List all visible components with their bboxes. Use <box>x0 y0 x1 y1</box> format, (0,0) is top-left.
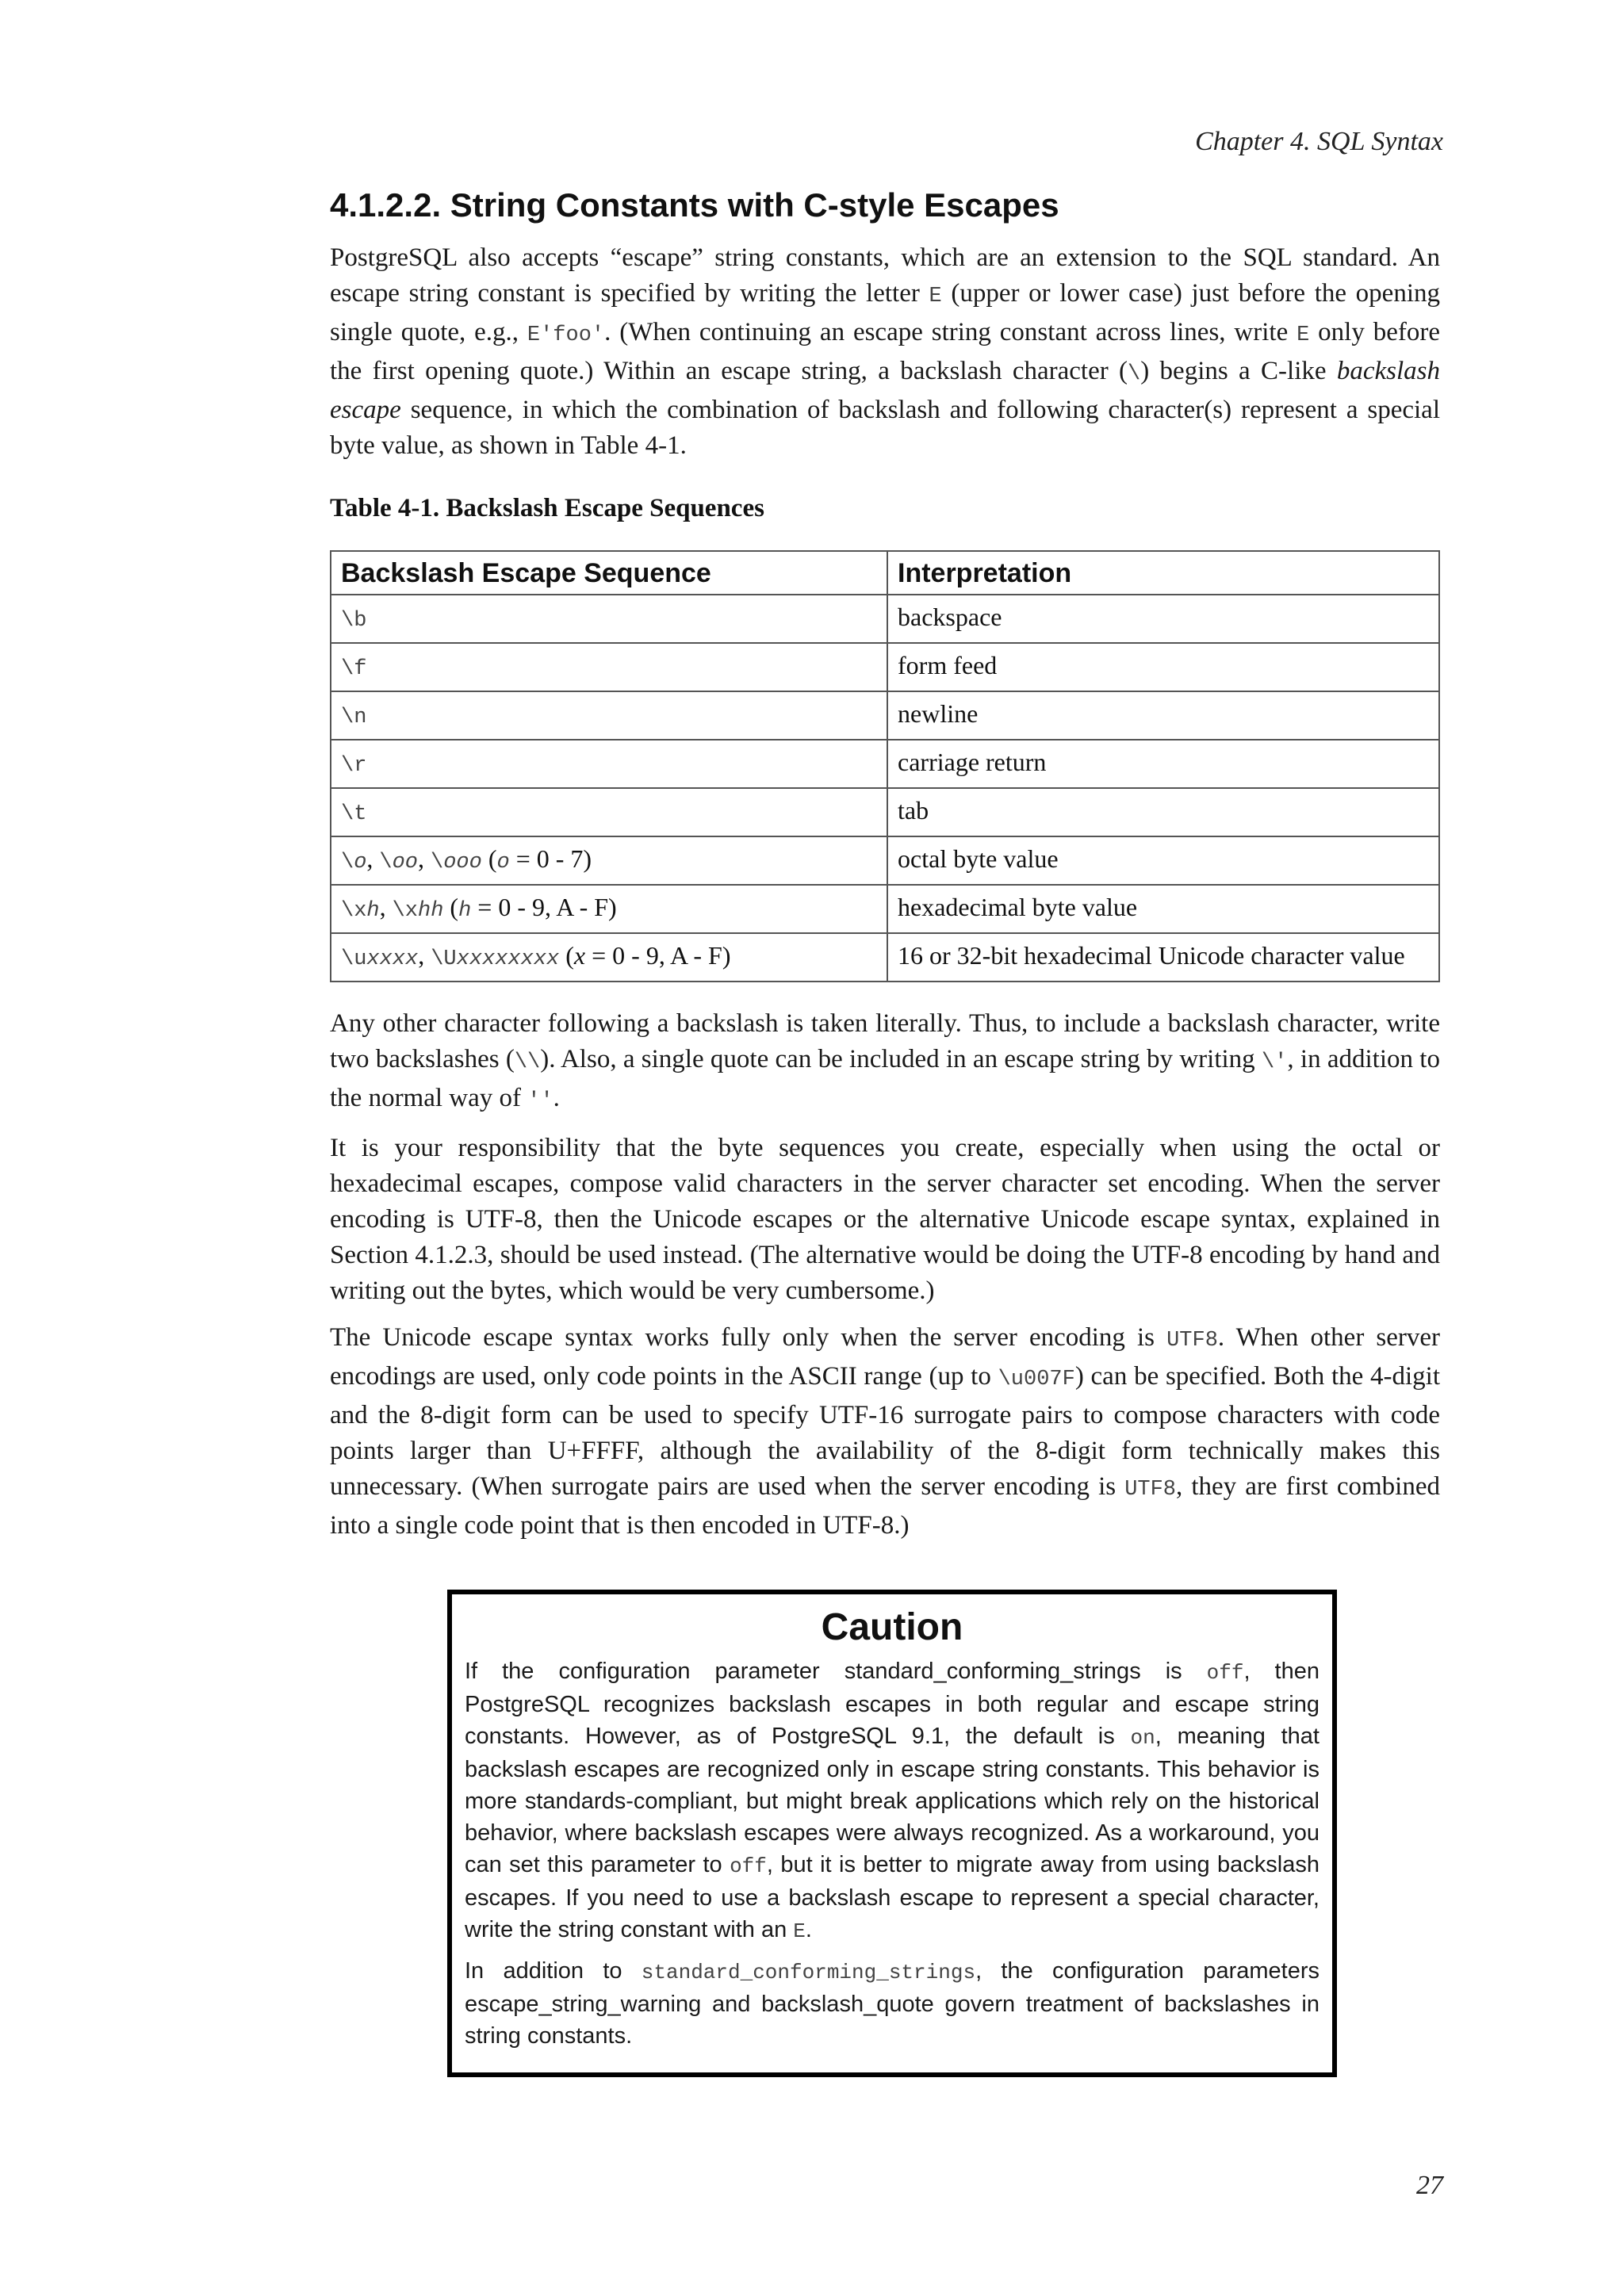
interpretation-cell: octal byte value <box>887 836 1439 885</box>
running-header: Chapter 4. SQL Syntax <box>1195 127 1443 156</box>
table-row <box>331 740 1439 788</box>
sequence-cell: \r <box>331 740 887 788</box>
column-header: Backslash Escape Sequence <box>331 551 887 595</box>
table-row <box>331 643 1439 691</box>
sequence-cell: \t <box>331 788 887 836</box>
body-paragraph: The Unicode escape syntax works fully only when the server encoding is UTF8. When other server encodings are used, only code points in the ASCII range (up to \u007F) can be specified. Both the 4-digit and the 8-digit form can be used to specify UTF-16 surrogate pairs to compose characters with code points larger than U+FFFF, although the availability of the 8-digit form technically makes this unnecessary. (When surrogate pairs are used when the server encoding is UTF8, they are first combined into a single code point that is then encoded in UTF-8.) <box>330 1323 1441 1540</box>
intro-paragraph: PostgreSQL also accepts “escape” string constants, which are an extension to the SQL standard. An escape string constant is specified by writing the letter E (upper or lower case) just before the opening single quote, e.g., E'foo'. (When continuing an escape string constant across lines, write E only before the first opening quote.) Within an escape string, a backslash character (\) begins a C-like backslash escape sequence, in which the combination of backslash and following character(s) represent a special byte value, as shown in Table 4-1. <box>330 243 1440 460</box>
interpretation-cell: hexadecimal byte value <box>887 885 1439 933</box>
interpretation-cell: backspace <box>887 595 1439 643</box>
sequence-cell: \uxxxx, \Uxxxxxxxx (x = 0 - 9, A - F) <box>331 933 887 982</box>
table-header-row <box>331 551 1439 595</box>
table-row <box>331 885 1439 933</box>
sequence-cell: \xh, \xhh (h = 0 - 9, A - F) <box>331 885 887 933</box>
table-row <box>331 933 1439 982</box>
interpretation-cell: tab <box>887 788 1439 836</box>
table-row <box>331 788 1439 836</box>
table-caption: Table 4-1. Backslash Escape Sequences <box>330 494 764 522</box>
caution-paragraph: If the configuration parameter standard_conforming_strings is off, then PostgreSQL recognizes backslash escapes in both regular and escape string constants. However, as of PostgreSQL 9.1, the default is on, meaning that backslash escapes are recognized only in escape string constants. This behavior is more standards-compliant, but might break applications which rely on the historical behavior, where backslash escapes were always recognized. As a workaround, you can set this parameter to off, but it is better to migrate away from using backslash escapes. If you need to use a backslash escape to represent a special character, write the string constant with an E. <box>465 1659 1320 1943</box>
interpretation-cell: carriage return <box>887 740 1439 788</box>
caution-title: Caution <box>821 1606 963 1648</box>
page-number: 27 <box>1416 2171 1443 2200</box>
sequence-cell: \n <box>331 691 887 740</box>
sequence-cell: \b <box>331 595 887 643</box>
interpretation-cell: 16 or 32-bit hexadecimal Unicode character value <box>887 933 1439 982</box>
section-heading: 4.1.2.2. String Constants with C-style Escapes <box>330 186 1059 224</box>
table-row <box>331 691 1439 740</box>
interpretation-cell: newline <box>887 691 1439 740</box>
caution-paragraph: In addition to standard_conforming_strings, the configuration parameters escape_string_warning and backslash_quote govern treatment of backslashes in string constants. <box>465 1958 1320 2049</box>
sequence-cell: \o, \oo, \ooo (o = 0 - 7) <box>331 836 887 885</box>
caution-box <box>447 1590 1337 2077</box>
page-content <box>330 186 1440 2077</box>
body-paragraph: Any other character following a backslash is taken literally. Thus, to include a backslash character, write two backslashes (\\). Also, a single quote can be included in an escape string by writing \', in addition to the normal way of ''. <box>330 1009 1440 1113</box>
interpretation-cell: form feed <box>887 643 1439 691</box>
column-header: Interpretation <box>887 551 1439 595</box>
escape-sequence-table <box>330 550 1440 982</box>
sequence-cell: \f <box>331 643 887 691</box>
table-row <box>331 595 1439 643</box>
body-paragraph: It is your responsibility that the byte sequences you create, especially when using the octal or hexadecimal escapes, compose valid characters in the server character set encoding. When the server encoding is UTF-8, then the Unicode escapes or the alternative Unicode escape syntax, explained in Section 4.1.2.3, should be used instead. (The alternative would be doing the UTF-8 encoding by hand and writing out the bytes, which would be very cumbersome.) <box>330 1134 1440 1305</box>
table-row <box>331 836 1439 885</box>
